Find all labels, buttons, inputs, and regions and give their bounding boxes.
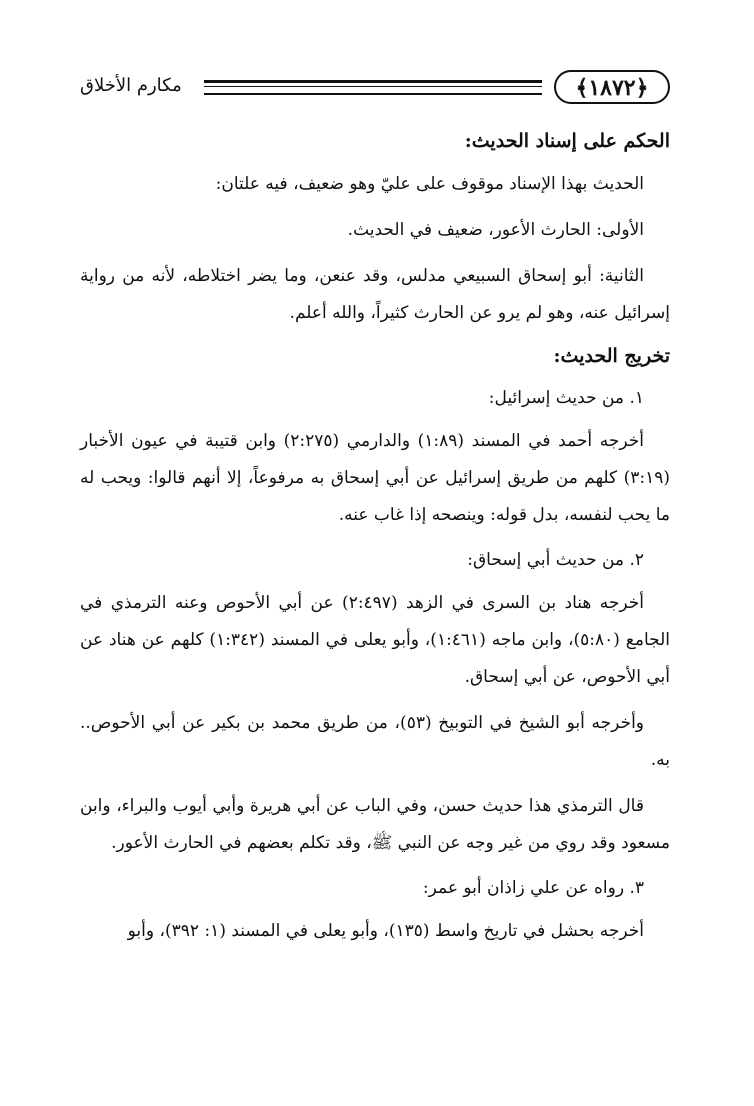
section-heading-takhrij: تخريج الحديث: (553, 345, 670, 367)
paragraph: أخرجه أحمد في المسند (١:٨٩) والدارمي (٢:٢٧٥) وابن قتيبة في عيون الأخبار (٣:١٩) كلهم من طريق إسرائيل عن أبي إسحاق به مرفوعاً، إلا أنهم قالوا: ويحب له ما يحب لنفسه، بدل قوله: وينصحه إذا غاب عنه. (80, 431, 670, 525)
page-number: ﴿١٨٧٢﴾ (554, 70, 670, 104)
book-title: مكارم الأخلاق (80, 75, 182, 96)
list-item: ٢. من حديث أبي إسحاق: (467, 550, 644, 570)
paragraph: الأولى: الحارث الأعور، ضعيف في الحديث. (347, 220, 644, 240)
paragraph: قال الترمذي هذا حديث حسن، وفي الباب عن أبي هريرة وأبي أيوب والبراء، وابن مسعود وقد روي من غير وجه عن النبي ﷺ، وقد تكلم بعضهم في الحارث الأعور. (80, 796, 670, 853)
header-rule (204, 80, 542, 95)
paragraph: وأخرجه أبو الشيخ في التوبيخ (٥٣)، من طريق محمد بن بكير عن أبي الأحوص.. به. (80, 713, 670, 770)
section-heading-ruling: الحكم على إسناد الحديث: (464, 130, 670, 152)
paragraph: الثانية: أبو إسحاق السبيعي مدلس، وقد عنعن، وما يضر اختلاطه، لأنه من رواية إسرائيل عنه، وهو لم يرو عن الحارث كثيراً، والله أعلم. (80, 266, 670, 323)
list-item: ١. من حديث إسرائيل: (488, 388, 644, 408)
paragraph: أخرجه هناد بن السرى في الزهد (٢:٤٩٧) عن أبي الأحوص وعنه الترمذي في الجامع (٥:٨٠)، وابن ماجه (١:٤٦١)، وأبو يعلى في المسند (١:٣٤٢) كلهم عن هناد عن أبي الأحوص، عن أبي إسحاق. (80, 593, 670, 687)
list-item: ٣. رواه عن علي زاذان أبو عمر: (422, 878, 644, 898)
paragraph: الحديث بهذا الإسناد موقوف على عليّ وهو ضعيف، فيه علتان: (215, 174, 644, 194)
paragraph: أخرجه بحشل في تاريخ واسط (١٣٥)، وأبو يعلى في المسند (١: ٣٩٢)، وأبو (127, 921, 644, 941)
page-body (80, 118, 670, 959)
page-header (80, 68, 670, 110)
